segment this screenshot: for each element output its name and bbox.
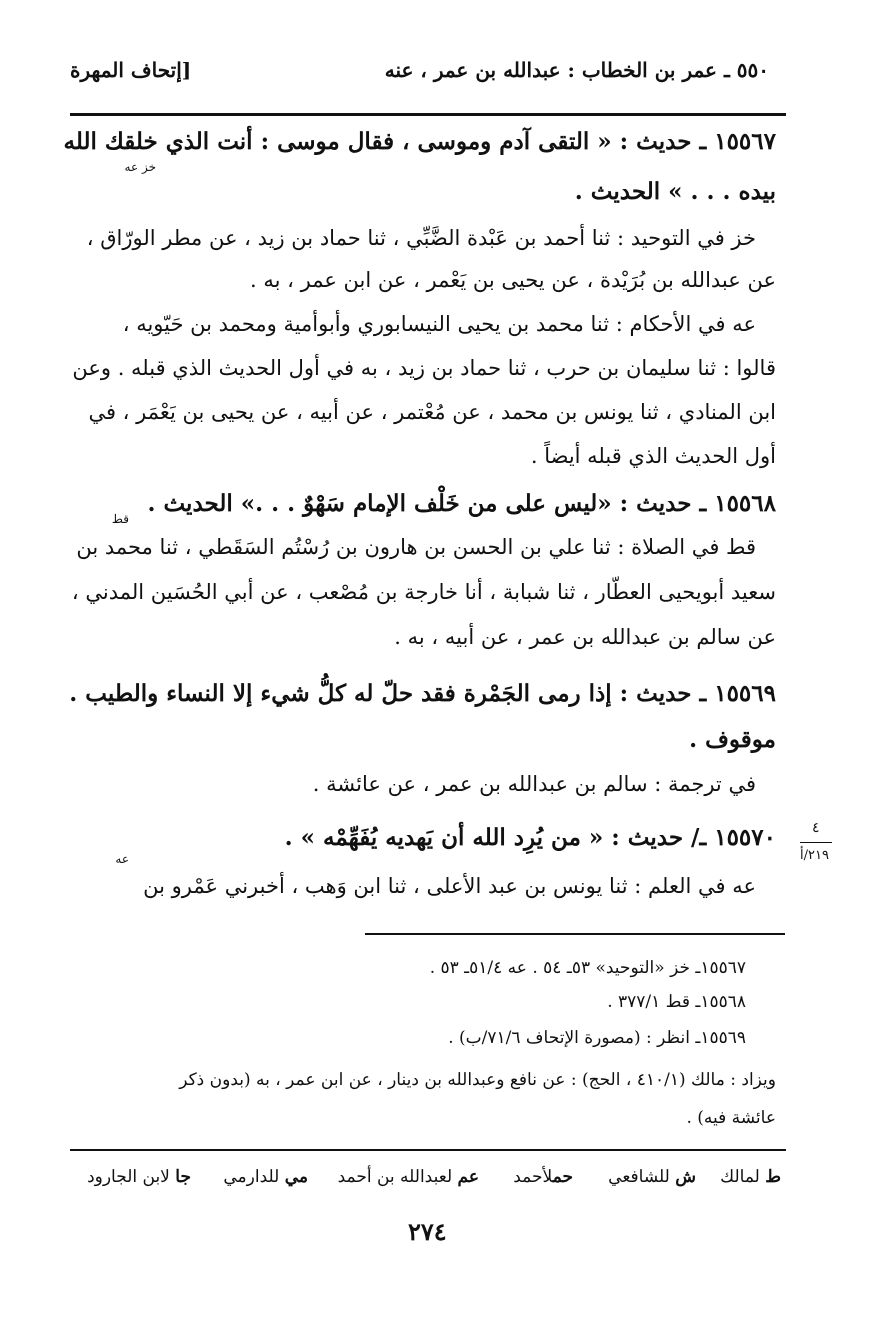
entry-15567-heading-2: بيده . . . » الحديث . xyxy=(574,178,776,205)
entry-15569-heading-2: موقوف . xyxy=(689,726,776,753)
abbr-darimi: مي للدارمي xyxy=(223,1167,308,1187)
entry-15567-line-5: ابن المنادي ، ثنا يونس بن محمد ، عن مُعْتمر ، عن أبيه ، عن يحيى بن يَعْمَر ، في xyxy=(88,400,776,424)
entry-15568-heading: ١٥٥٦٨ ـ حديث : «ليس على من خَلْف الإمام سَهْوٌ . . .» الحديث . xyxy=(147,490,776,517)
entry-15567-line-2: عن عبدالله بن بُرَيْدة ، عن يحيى بن يَعْمر ، عن ابن عمر ، به . xyxy=(250,268,776,292)
entry-15569-line-1: في ترجمة : سالم بن عبدالله بن عمر ، عن عائشة . xyxy=(312,772,756,796)
entry-15567-sigla: خز عه xyxy=(124,160,156,174)
running-header-right: ٥٥٠ ـ عمر بن الخطاب : عبدالله بن عمر ، عنه xyxy=(384,58,769,82)
entry-15570-line-1: عه في العلم : ثنا يونس بن عبد الأعلى ، ثنا ابن وَهب ، أخبرني عَمْرو بن xyxy=(143,874,756,898)
footnote-rule xyxy=(365,933,785,935)
entry-15570-sigla: عه xyxy=(115,852,129,866)
entry-15569-heading-1: ١٥٥٦٩ ـ حديث : إذا رمى الجَمْرة فقد حلّ له كلُّ شيء إلا النساء والطيب . xyxy=(69,680,776,707)
entry-15570-heading: ١٥٥٧٠ ـ/ حديث : « من يُرِد الله أن يَهديه يُفَهِّمْه » . xyxy=(284,824,776,851)
footnote-15569-cont-2: عائشة فيه) . xyxy=(686,1108,776,1128)
footnote-15569: ١٥٥٦٩ـ انظر : (مصورة الإتحاف ٧١/٦/ب) . xyxy=(448,1028,746,1048)
page-number: ٢٧٤ xyxy=(408,1217,447,1246)
abbr-malik: ط لمالك xyxy=(720,1167,781,1187)
abbreviations-rule xyxy=(70,1149,786,1151)
entry-15567-line-3: عه في الأحكام : ثنا محمد بن يحيى النيسابوري وأبوأمية ومحمد بن حَيّويه ، xyxy=(122,312,756,336)
entry-15568-line-1: قط في الصلاة : ثنا علي بن الحسن بن هارون بن رُسْتُم السَقَطي ، ثنا محمد بن xyxy=(76,535,756,559)
entry-15568-line-2: سعيد أبويحيى العطّار ، ثنا شبابة ، أنا خارجة بن مُصْعب ، عن أبي الحُسَين المدني ، xyxy=(71,580,776,604)
entry-15568-line-3: عن سالم بن عبدالله بن عمر ، عن أبيه ، به . xyxy=(394,625,776,649)
footnote-15569-cont-1: ويزاد : مالك (٤١٠/١ ، الحج) : عن نافع وعبدالله بن دينار ، عن ابن عمر ، به (بدون ذكر xyxy=(179,1070,776,1090)
running-header-left: [إتحاف المهرة xyxy=(70,58,192,82)
abbr-abdullah-ibn-ahmad: عم لعبدالله بن أحمد xyxy=(337,1167,479,1187)
margin-note-bottom: ٢١٩/أ xyxy=(800,848,829,863)
footnote-15567: ١٥٥٦٧ـ خز «التوحيد» ٥٣ـ ٥٤ . عه ٥١/٤ـ ٥٣ . xyxy=(429,958,746,978)
abbr-ibn-jarud: جا لابن الجارود xyxy=(87,1167,191,1187)
footnote-15568: ١٥٥٦٨ـ قط ٣٧٧/١ . xyxy=(607,992,746,1012)
entry-15567-line-4: قالوا : ثنا سليمان بن حرب ، ثنا حماد بن زيد ، به في أول الحديث الذي قبله . وعن xyxy=(72,356,776,380)
header-rule xyxy=(70,113,786,116)
entry-15567-line-1: خز في التوحيد : ثنا أحمد بن عَبْدة الضَّبِّي ، ثنا حماد بن زيد ، عن مطر الورّاق ، xyxy=(86,226,756,250)
margin-note-top: ٤ xyxy=(812,820,820,836)
entry-15567-heading-1: ١٥٥٦٧ ـ حديث : « التقى آدم وموسى ، فقال موسى : أنت الذي خلقك الله xyxy=(63,128,776,155)
margin-note-divider xyxy=(800,842,832,843)
abbr-shafii: ش للشافعي xyxy=(608,1167,696,1187)
entry-15568-sigla: قط xyxy=(111,512,129,526)
abbr-ahmad: حملأحمد xyxy=(513,1167,573,1187)
entry-15567-line-6: أول الحديث الذي قبله أيضاً . xyxy=(530,444,776,468)
